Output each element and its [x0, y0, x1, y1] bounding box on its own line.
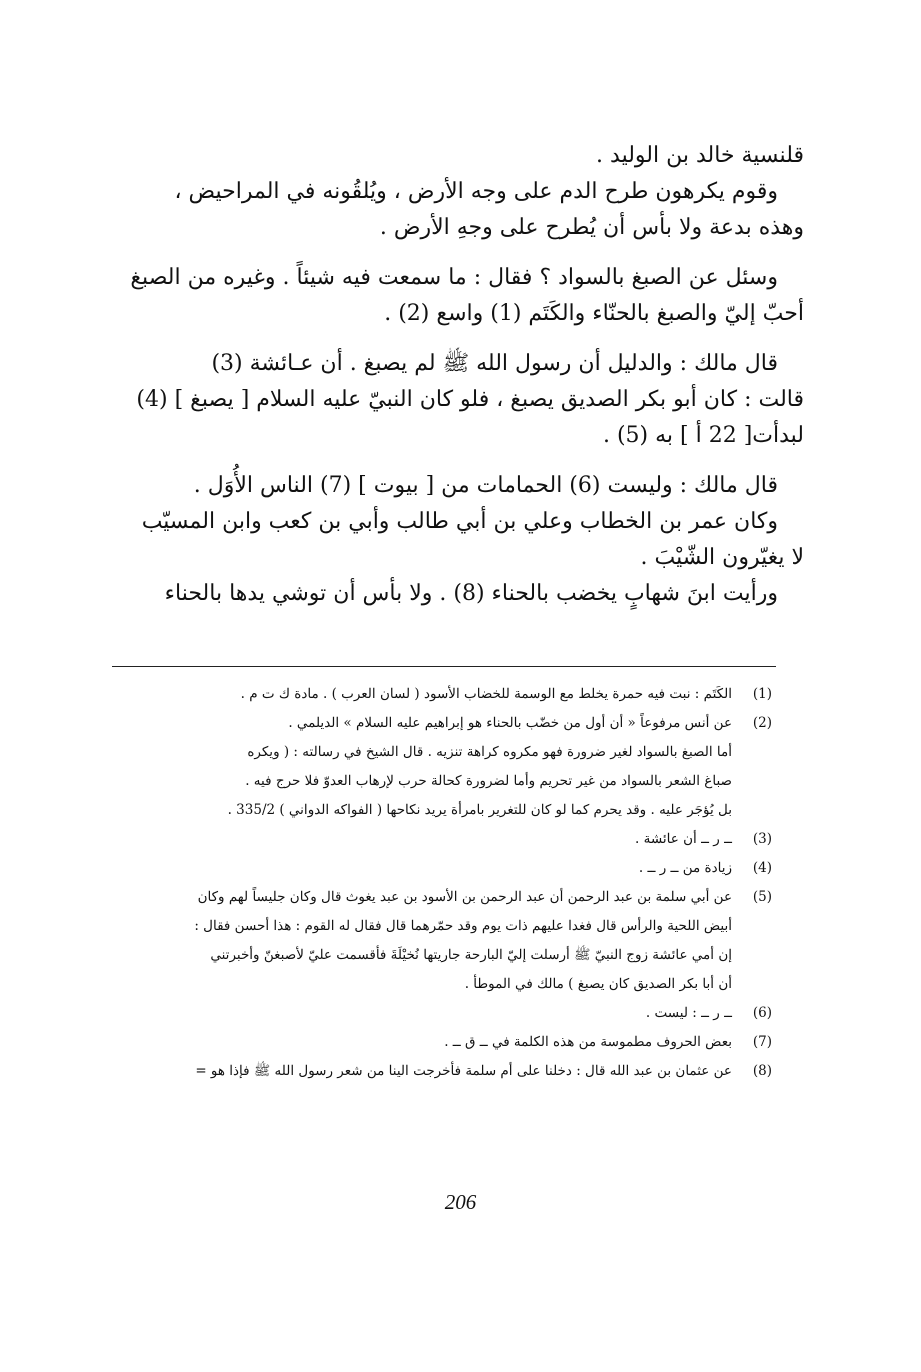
footnotes	[104, 680, 772, 1086]
text-line: قال مالك : والدليل أن رسول الله ﷺ لم يصبغ . أن عـائشة (3)	[211, 351, 778, 376]
footnote-line: بل يُؤجَر عليه . وقد يحرم كما لو كان للتغرير بامرأة يريد نكاحها ( الفواكه الدواني ) 335/2 .	[227, 802, 732, 818]
text-line: وقوم يكرهون طرح الدم على وجه الأرض ، ويُلقُونه في المراحيض ،	[174, 179, 778, 204]
footnote-number: (1)	[752, 686, 772, 702]
text-line: قلنسية خالد بن الوليد .	[596, 143, 804, 168]
footnote-line: عن عثمان بن عبد الله قال : دخلنا على أم سلمة فأخرجت الينا من شعر رسول الله ﷺ فإذا هو =	[195, 1063, 732, 1079]
text-line: أحبّ إليّ والصبغ بالحنّاء والكَتَم (1) واسع (2) .	[384, 301, 804, 326]
footnote	[104, 825, 772, 854]
footnote	[104, 883, 772, 999]
footnote-line: عن أنس مرفوعاً « أن أول من خضّب بالحناء هو إبراهيم عليه السلام » الديلمي .	[288, 715, 732, 731]
footnote-divider	[112, 666, 776, 667]
footnote-number: (3)	[752, 831, 772, 847]
text-line: لا يغيّرون الشّيْبَ .	[640, 545, 804, 570]
footnote-number: (8)	[752, 1063, 772, 1079]
footnote-number: (2)	[752, 715, 772, 731]
footnote	[104, 709, 772, 825]
text-line: وهذه بدعة ولا بأس أن يُطرح على وجهِ الأرض .	[379, 215, 804, 240]
text-line: قالت : كان أبو بكر الصديق يصبغ ، فلو كان النبيّ عليه السلام [ يصبغ ] (4)	[136, 387, 804, 412]
footnote-number: (4)	[752, 860, 772, 876]
footnote-number: (7)	[752, 1034, 772, 1050]
footnote-line: أبيض اللحية والرأس قال فغدا عليهم ذات يوم وقد حمّرهما قال فقال له القوم : هذا أحسن فقال :	[194, 918, 732, 934]
footnote	[104, 854, 772, 883]
footnote-number: (6)	[752, 1005, 772, 1021]
footnote	[104, 680, 772, 709]
main-text	[104, 138, 804, 612]
footnote-number: (5)	[752, 889, 772, 905]
footnote-line: ــ ر ــ أن عائشة .	[635, 831, 732, 847]
footnote	[104, 1028, 772, 1057]
text-line: وسئل عن الصبغ بالسواد ؟ فقال : ما سمعت فيه شيئاً . وغيره من الصبغ	[130, 265, 778, 290]
footnote-line: زيادة من ــ ر ــ .	[638, 860, 732, 876]
footnote	[104, 1057, 772, 1086]
footnote-line: عن أبي سلمة بن عبد الرحمن أن عبد الرحمن بن الأسود بن عبد يغوث قال وكان جليساً لهم وكان	[197, 889, 732, 905]
text-line: قال مالك : وليست (6) الحمامات من [ بيوت ] (7) الناس الأُوَل .	[193, 473, 778, 498]
footnote-line: الكَتَم : نبت فيه حمرة يخلط مع الوسمة للخضاب الأسود ( لسان العرب ) . مادة ك ت م .	[240, 686, 732, 702]
footnote-line: صباغ الشعر بالسواد من غير تحريم وأما لضرورة كحالة حرب لإرهاب العدوّ فلا حرج فيه .	[245, 773, 732, 789]
text-line: لبدأت[ 22 أ ] به (5) .	[602, 423, 804, 448]
footnote	[104, 999, 772, 1028]
footnote-line: بعض الحروف مطموسة من هذه الكلمة في ــ ق ــ .	[444, 1034, 732, 1050]
footnote-line: أما الصبغ بالسواد لغير ضرورة فهو مكروه كراهة تنزيه . قال الشيخ في رسالته : ( ويكره	[247, 744, 732, 760]
text-line: ورأيت ابنَ شهابٍ يخضب بالحناء (8) . ولا بأس أن توشي يدها بالحناء	[164, 581, 778, 606]
text-line: وكان عمر بن الخطاب وعلي بن أبي طالب وأبي بن كعب وابن المسيّب	[141, 509, 778, 534]
footnote-line: أن أبا بكر الصديق كان يصبغ ) مالك في الموطأ .	[464, 976, 732, 992]
page-number: 206	[444, 1190, 477, 1214]
footnote-line: إن أمي عائشة زوج النبيّ ﷺ أرسلت إليّ البارحة جاريتها نُخيْلَةَ فأقسمت عليّ لأصبغنّ وأخبرتني	[210, 947, 732, 963]
footnote-line: ــ ر ــ : ليست .	[645, 1005, 732, 1021]
